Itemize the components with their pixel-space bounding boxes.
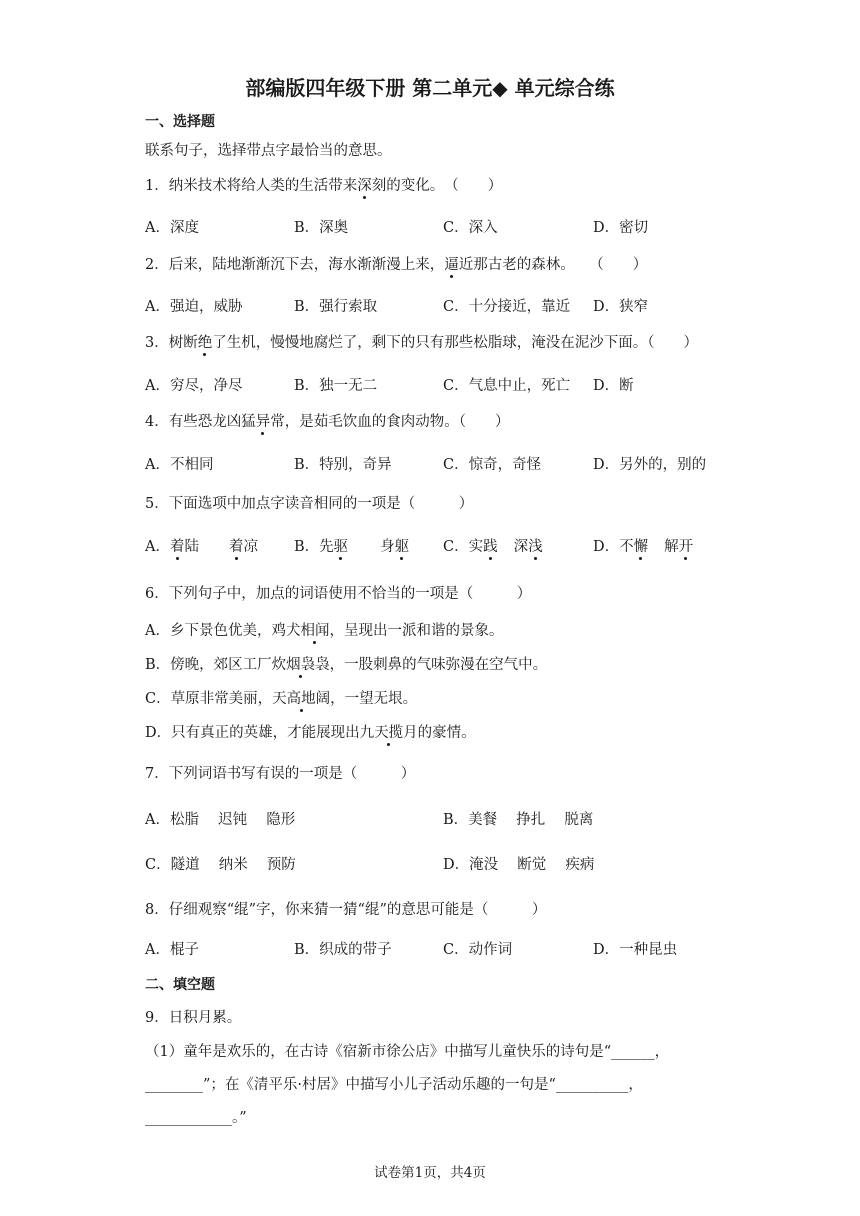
q1-option-d[interactable]: D．密切	[593, 220, 649, 236]
q5-option-b[interactable]: B．先驱 身躯	[294, 539, 410, 555]
question-9-line-3: ____________。”	[145, 1110, 247, 1126]
q2-option-b[interactable]: B．强行索取	[294, 299, 378, 315]
dotted-char: 异	[255, 414, 271, 430]
question-3-stem: 3．树断绝了生机，慢慢地腐烂了，剩下的只有那些松脂球，淹没在泥沙下面。（ ）	[145, 335, 698, 351]
q5-option-d[interactable]: D．不懈 解开	[593, 539, 694, 555]
q8-option-b[interactable]: B．织成的带子	[294, 942, 392, 958]
q6-option-b[interactable]: B．傍晚，郊区工厂炊烟袅袅，一股刺鼻的气味弥漫在空气中。	[145, 657, 548, 673]
q6-option-c[interactable]: C．草原非常美丽，天高地阔，一望无垠。	[145, 691, 418, 707]
instruction-text: 联系句子，选择带点字最恰当的意思。	[145, 143, 392, 159]
question-9-line-2: ________”；在《清平乐·村居》中描写小儿子活动乐趣的一句是“__________，	[145, 1077, 643, 1093]
q7-option-a[interactable]: A．松脂 迟钝 隐形	[145, 812, 296, 828]
q6-option-a[interactable]: A．乡下景色优美，鸡犬相闻，呈现出一派和谐的景象。	[145, 623, 504, 639]
dotted-char: 逼	[444, 257, 459, 273]
q1-option-c[interactable]: C．深入	[443, 220, 498, 236]
q4-option-a[interactable]: A．不相同	[145, 457, 214, 473]
question-8-stem: 8．仔细观察“绲”字，你来猜一猜“绲”的意思可能是（ ）	[145, 902, 547, 918]
q4-option-b[interactable]: B．特别，奇异	[294, 457, 392, 473]
q4-option-d[interactable]: D．另外的，别的	[593, 457, 707, 473]
q3-option-a[interactable]: A．穷尽，净尽	[145, 378, 243, 394]
q1-option-a[interactable]: A．深度	[145, 220, 199, 236]
question-4-stem: 4．有些恐龙凶猛异常，是茹毛饮血的食肉动物。（ ）	[145, 414, 510, 430]
q2-option-a[interactable]: A．强迫，威胁	[145, 299, 243, 315]
q3-option-c[interactable]: C．气息中止，死亡	[443, 378, 571, 394]
question-9-stem: 9．日积月累。	[145, 1010, 242, 1026]
question-6-stem: 6．下列句子中，加点的词语使用不恰当的一项是（ ）	[145, 586, 532, 602]
dotted-char: 绝	[197, 335, 213, 351]
q4-option-c[interactable]: C．惊奇，奇怪	[443, 457, 542, 473]
q7-option-c[interactable]: C．隧道 纳米 预防	[145, 857, 296, 873]
q5-option-a[interactable]: A．着陆 着凉	[145, 539, 258, 555]
q1-option-b[interactable]: B．深奥	[294, 220, 349, 236]
dotted-char: 深	[357, 178, 372, 194]
question-2-stem: 2．后来，陆地渐渐沉下去，海水渐渐漫上来，逼近那古老的森林。 （ ）	[145, 257, 648, 273]
q3-option-b[interactable]: B．独一无二	[294, 378, 378, 394]
page-footer: 试卷第1页，共4页	[374, 1165, 486, 1181]
q3-option-d[interactable]: D．断	[593, 378, 634, 394]
q6-option-d[interactable]: D．只有真正的英雄，才能展现出九天揽月的豪情。	[145, 725, 476, 741]
question-9-line-1: （1）童年是欢乐的，在古诗《宿新市徐公店》中描写儿童快乐的诗句是“______，	[145, 1044, 670, 1060]
section-heading-choice: 一、选择题	[145, 114, 215, 130]
section-heading-fill: 二、填空题	[145, 977, 215, 993]
q8-option-d[interactable]: D．一种昆虫	[593, 942, 678, 958]
page-title: 部编版四年级下册 第二单元◆ 单元综合练	[245, 76, 615, 100]
q5-option-c[interactable]: C．实践 深浅	[443, 539, 543, 555]
q2-option-c[interactable]: C．十分接近，靠近	[443, 299, 571, 315]
q8-option-c[interactable]: C．动作词	[443, 942, 513, 958]
q8-option-a[interactable]: A．棍子	[145, 942, 199, 958]
question-7-stem: 7．下列词语书写有误的一项是（ ）	[145, 766, 416, 782]
q7-option-b[interactable]: B．美餐 挣扎 脱离	[443, 812, 594, 828]
q7-option-d[interactable]: D．淹没 断觉 疾病	[443, 857, 595, 873]
question-5-stem: 5．下面选项中加点字读音相同的一项是（ ）	[145, 496, 474, 512]
q2-option-d[interactable]: D．狭窄	[593, 299, 649, 315]
question-1-stem: 1．纳米技术将给人类的生活带来深刻的变化。 （ ）	[145, 178, 503, 194]
